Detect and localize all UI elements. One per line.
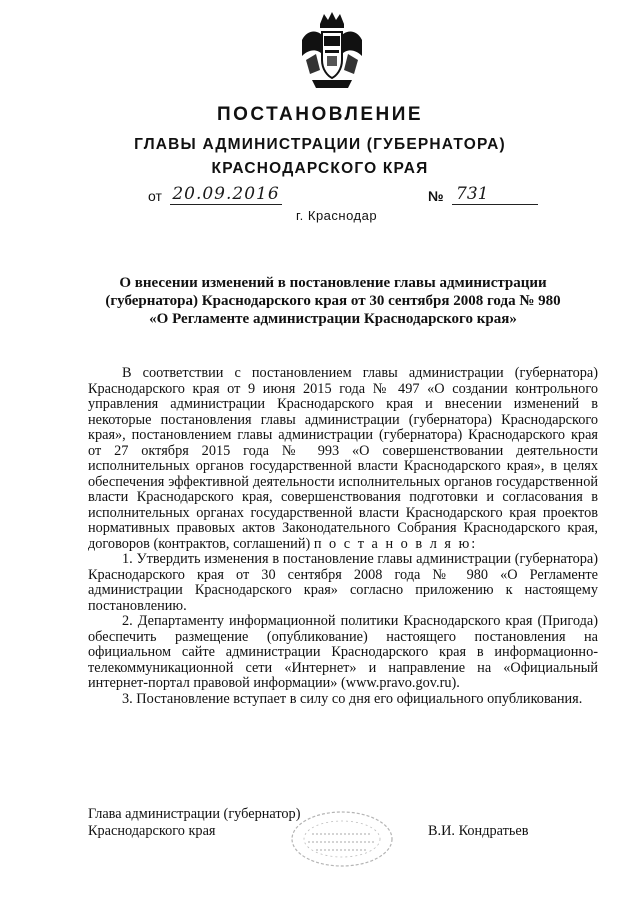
- signatory-title-line-2: Краснодарского края: [88, 823, 216, 839]
- region-heading: КРАСНОДАРСКОГО КРАЯ: [211, 160, 429, 177]
- signature-block: [88, 806, 300, 840]
- item-1-paragraph: 1. Утвердить изменения в постановление главы администрации (губернатора) Краснодарского края от 30 сентября 2008 года № 980 «О Регламенте администрации Краснодарского края» согласно приложению к настоящему постановлению.: [88, 551, 598, 614]
- handwritten-number: 731: [452, 184, 538, 205]
- issuer-heading: ГЛАВЫ АДМИНИСТРАЦИИ (ГУБЕРНАТОРА): [134, 136, 506, 153]
- city-label: г. Краснодар: [296, 208, 378, 223]
- signatory-title-line-1: Глава администрации (губернатор): [88, 806, 301, 822]
- document-body: [88, 366, 598, 707]
- document-type-heading: ПОСТАНОВЛЕНИЕ: [216, 104, 424, 125]
- title-line-2: (губернатора) Краснодарского края от 30 сентября 2008 года № 980: [105, 293, 561, 309]
- item-2-paragraph: 2. Департаменту информационной политики Краснодарского края (Пригода) обеспечить размещение (опубликование) настоящего постановления на официальном сайте администрации Краснодарского края в информационно-телекоммуникационной сети «Интернет» и направление на «Официальный интернет-портал правовой информации» (www.pravo.gov.ru).: [88, 613, 598, 691]
- document-title: [100, 274, 566, 328]
- handwritten-date: 20.09.2016: [170, 184, 282, 205]
- decree-word: п о с т а н о в л я ю:: [313, 535, 478, 552]
- preamble-text: В соответствии с постановлением главы администрации (губернатора) Краснодарского края от 9 июня 2015 года № 497 «О создании контрольного управления администрации Краснодарского края и внесении изменений в некоторые постановления главы администрации (губернатора) Краснодарского края», постановлением главы администрации (губернатора) Краснодарского края от 27 октября 2015 года № 993 «О совершенствовании деятельности исполнительных органов государственной власти Краснодарского края», в целях обеспечения эффективной деятельности исполнительных органов государственной власти Краснодарского края, совершенствования подготовки и согласования в исполнительных органах государственной власти Краснодарского края проектов нормативных правовых актов Законодательного Собрания Краснодарского края, договоров (контрактов, соглашений): [88, 365, 598, 552]
- item-3-paragraph: 3. Постановление вступает в силу со дня его официального опубликования.: [122, 690, 583, 707]
- signatory-name: В.И. Кондратьев: [428, 823, 529, 839]
- preamble-paragraph: [88, 366, 598, 552]
- coat-of-arms-emblem: [298, 10, 366, 92]
- title-line-3: «О Регламенте администрации Краснодарского края»: [149, 311, 517, 327]
- number-prefix: №: [428, 188, 444, 204]
- title-line-1: О внесении изменений в постановление главы администрации: [119, 275, 547, 291]
- faded-stamp: [288, 808, 396, 870]
- date-prefix: от: [148, 188, 162, 204]
- date-number-line: [0, 184, 640, 206]
